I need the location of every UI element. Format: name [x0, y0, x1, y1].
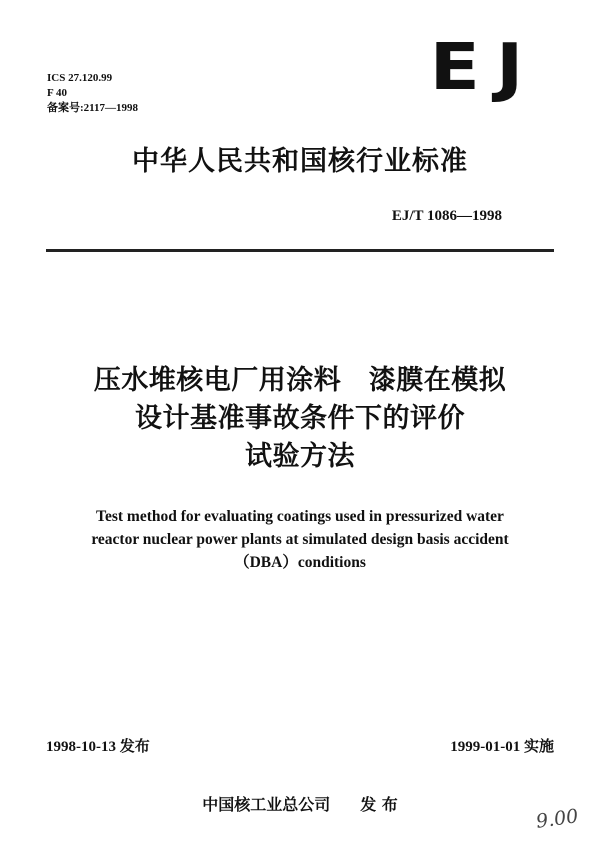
implementation-date: 1999-01-01 实施	[450, 739, 554, 755]
ics-code: ICS 27.120.99	[47, 72, 113, 84]
chinese-title-line: 试验方法	[245, 441, 355, 472]
english-title-line: （DBA）conditions	[234, 554, 366, 571]
chinese-title-line: 设计基准事故条件下的评价	[135, 403, 465, 434]
chinese-title	[0, 362, 600, 476]
issue-date: 1998-10-13 发布	[46, 739, 150, 755]
issuing-organization	[0, 792, 600, 815]
ccs-code: F 40	[47, 87, 68, 99]
issuer-action: 发 布	[360, 795, 398, 814]
english-title-line: Test method for evaluating coatings used in pressurized water	[96, 508, 504, 525]
ej-logo: EJ	[430, 31, 540, 105]
filing-number: 备案号:2117—1998	[47, 102, 139, 114]
issuer-name: 中国核工业总公司	[202, 795, 331, 814]
english-title-line: reactor nuclear power plants at simulated design basis accident	[91, 531, 509, 548]
header-divider	[46, 249, 554, 252]
standard-title: 中华人民共和国核行业标准	[132, 146, 468, 177]
english-title	[0, 505, 600, 574]
standard-number: EJ/T 1086—1998	[391, 208, 502, 224]
chinese-title-line: 压水堆核电厂用涂料 漆膜在模拟	[93, 365, 507, 396]
handwritten-price-mark: 9.00	[534, 805, 580, 833]
